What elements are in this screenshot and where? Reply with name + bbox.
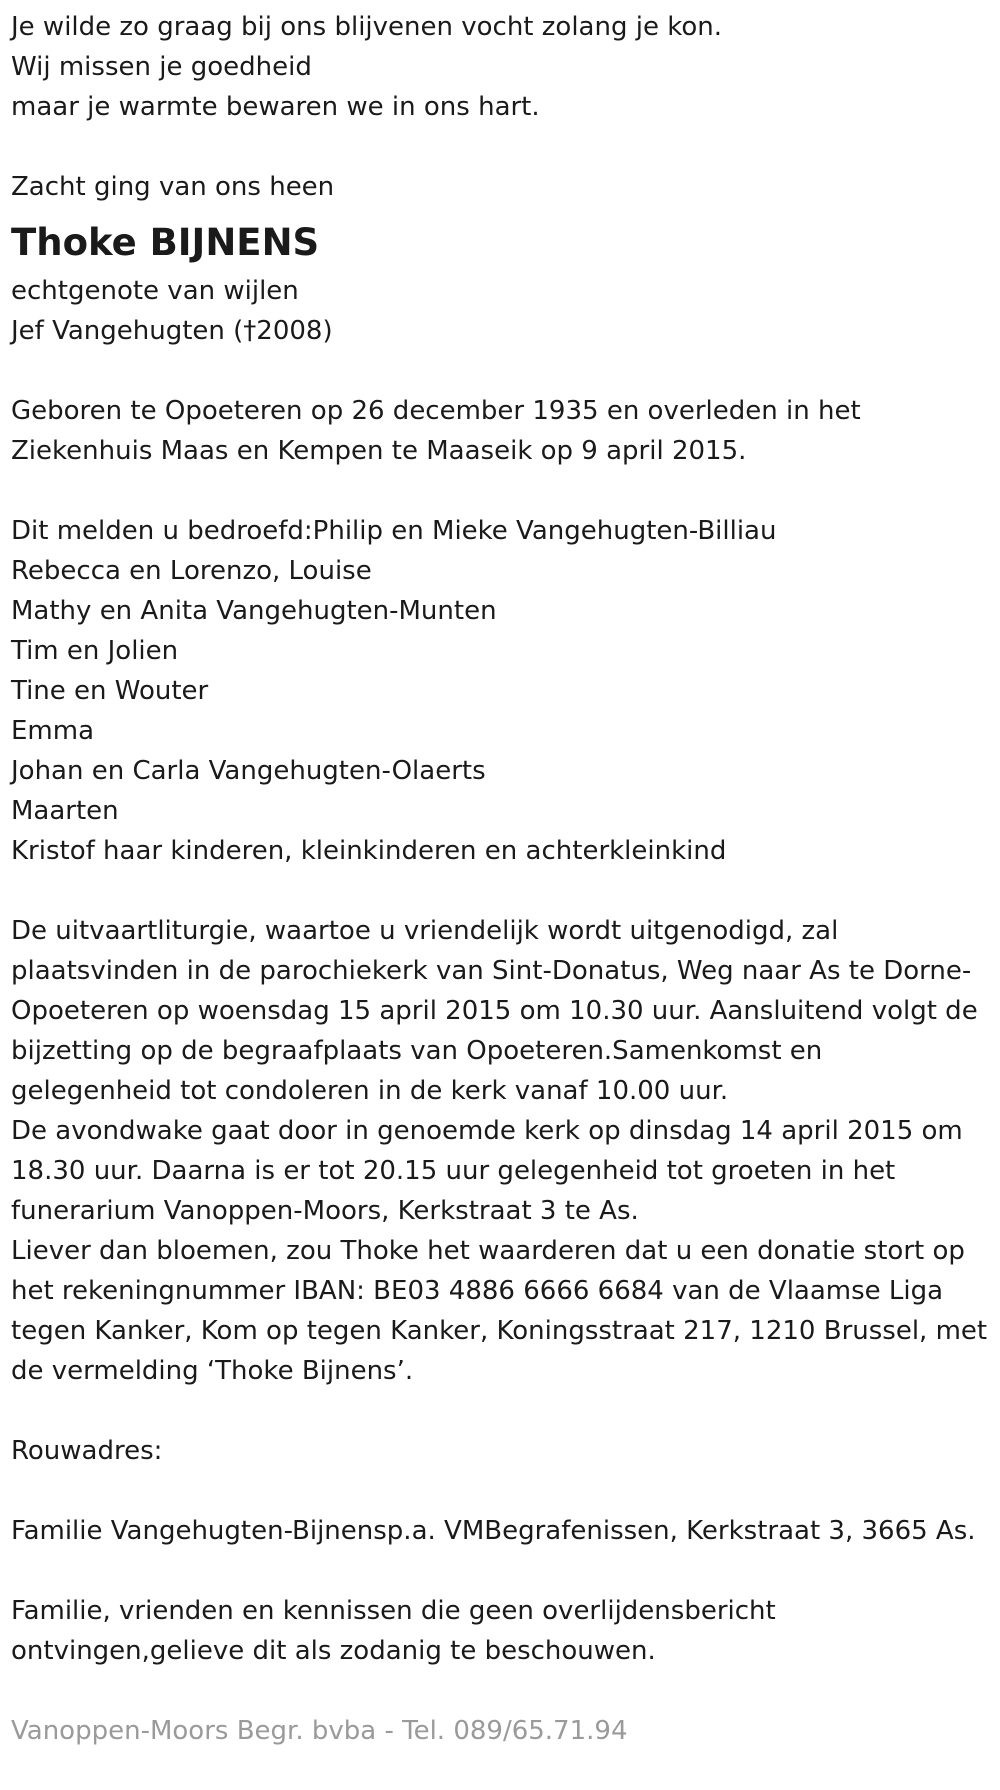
family-line: Rebecca en Lorenzo, Louise xyxy=(11,556,372,586)
ceremony-line: de vermelding ‘Thoke Bijnens’. xyxy=(11,1356,414,1386)
intro-text: Zacht ging van ons heen xyxy=(11,172,335,202)
poem-line: Wij missen je goedheid xyxy=(11,52,312,82)
footer-contact: Vanoppen-Moors Begr. bvba - Tel. 089/65.71.94 xyxy=(11,1716,628,1746)
ceremony-line: gelegenheid tot condoleren in de kerk vanaf 10.00 uur. xyxy=(11,1076,729,1106)
birth-death-line: Ziekenhuis Maas en Kempen te Maaseik op 9 april 2015. xyxy=(11,436,747,466)
deceased-name: Thoke BIJNENS xyxy=(11,221,320,264)
ceremony-line: Opoeteren op woensdag 15 april 2015 om 10.30 uur. Aansluitend volgt de xyxy=(11,996,978,1026)
poem xyxy=(11,7,991,127)
birth-death-line: Geboren te Opoeteren op 26 december 1935 en overleden in het xyxy=(11,396,861,426)
ceremony-line: bijzetting op de begraafplaats van Opoeteren.Samenkomst en xyxy=(11,1036,823,1066)
deceased-relation: echtgenote van wijlen xyxy=(11,276,299,306)
family-line: Johan en Carla Vangehugten-Olaerts xyxy=(11,756,486,786)
deceased-spouse: Jef Vangehugten (†2008) xyxy=(11,316,333,346)
closing-line: ontvingen,gelieve dit als zodanig te beschouwen. xyxy=(11,1636,656,1666)
ceremony-line: Liever dan bloemen, zou Thoke het waarderen dat u een donatie stort op xyxy=(11,1236,965,1266)
ceremony-paragraph xyxy=(11,911,991,1391)
family-line: Kristof haar kinderen, kleinkinderen en achterkleinkind xyxy=(11,836,727,866)
ceremony-line: tegen Kanker, Kom op tegen Kanker, Koningsstraat 217, 1210 Brussel, met xyxy=(11,1316,988,1346)
family-line: Maarten xyxy=(11,796,119,826)
family-line: Tine en Wouter xyxy=(11,676,209,706)
poem-line: maar je warmte bewaren we in ons hart. xyxy=(11,92,540,122)
obituary-document xyxy=(11,7,991,1751)
address-label: Rouwadres: xyxy=(11,1436,163,1466)
family-list xyxy=(11,511,991,871)
family-line: Tim en Jolien xyxy=(11,636,179,666)
ceremony-line: plaatsvinden in de parochiekerk van Sint-Donatus, Weg naar As te Dorne- xyxy=(11,956,972,986)
ceremony-line: De uitvaartliturgie, waartoe u vriendelijk wordt uitgenodigd, zal xyxy=(11,916,839,946)
family-line: Dit melden u bedroefd:Philip en Mieke Vangehugten-Billiau xyxy=(11,516,777,546)
address-text: Familie Vangehugten-Bijnensp.a. VMBegrafenissen, Kerkstraat 3, 3665 As. xyxy=(11,1516,976,1546)
birth-death-paragraph xyxy=(11,391,991,471)
ceremony-line: De avondwake gaat door in genoemde kerk op dinsdag 14 april 2015 om xyxy=(11,1116,963,1146)
ceremony-line: het rekeningnummer IBAN: BE03 4886 6666 6684 van de Vlaamse Liga xyxy=(11,1276,944,1306)
closing-line: Familie, vrienden en kennissen die geen overlijdensbericht xyxy=(11,1596,776,1626)
ceremony-line: funerarium Vanoppen-Moors, Kerkstraat 3 te As. xyxy=(11,1196,639,1226)
family-line: Mathy en Anita Vangehugten-Munten xyxy=(11,596,497,626)
closing-paragraph xyxy=(11,1591,991,1671)
family-line: Emma xyxy=(11,716,95,746)
poem-line: Je wilde zo graag bij ons blijvenen vocht zolang je kon. xyxy=(11,12,722,42)
ceremony-line: 18.30 uur. Daarna is er tot 20.15 uur gelegenheid tot groeten in het xyxy=(11,1156,896,1186)
